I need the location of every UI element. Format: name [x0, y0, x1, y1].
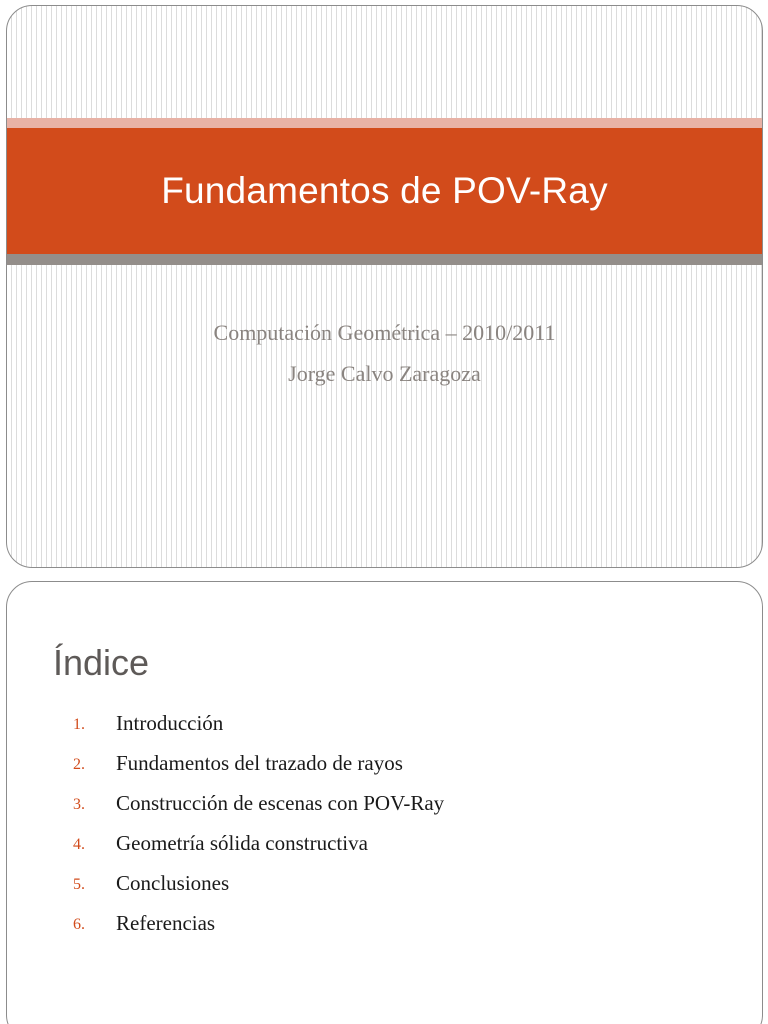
toc-item-label: Geometría sólida constructiva — [116, 831, 368, 855]
toc-item-label: Conclusiones — [116, 871, 230, 895]
toc-item-label: Introducción — [116, 711, 224, 735]
toc-item-number: 6. — [73, 916, 85, 933]
table-of-contents — [7, 707, 762, 947]
toc-item — [7, 787, 762, 827]
subtitle-block — [7, 312, 762, 394]
toc-item-number: 3. — [73, 796, 85, 813]
title-bottom-stripe — [7, 254, 762, 265]
course-subtitle: Computación Geométrica – 2010/2011 — [213, 320, 556, 345]
toc-item — [7, 827, 762, 867]
title-top-stripe — [7, 118, 762, 128]
toc-item — [7, 907, 762, 947]
index-slide — [6, 581, 763, 1024]
author-name: Jorge Calvo Zaragoza — [288, 361, 481, 386]
title-slide — [6, 5, 763, 568]
toc-item-label: Referencias — [116, 911, 216, 935]
title-band — [7, 128, 762, 254]
toc-item-number: 5. — [73, 876, 85, 893]
slide-title: Fundamentos de POV-Ray — [161, 170, 608, 211]
toc-item-number: 1. — [73, 716, 85, 733]
toc-item-label: Fundamentos del trazado de rayos — [116, 751, 403, 775]
toc-item — [7, 867, 762, 907]
toc-item — [7, 707, 762, 747]
toc-item-number: 4. — [73, 836, 85, 853]
index-title: Índice — [53, 642, 150, 683]
toc-item — [7, 747, 762, 787]
toc-item-label: Construcción de escenas con POV-Ray — [116, 791, 445, 815]
toc-item-number: 2. — [73, 756, 85, 773]
